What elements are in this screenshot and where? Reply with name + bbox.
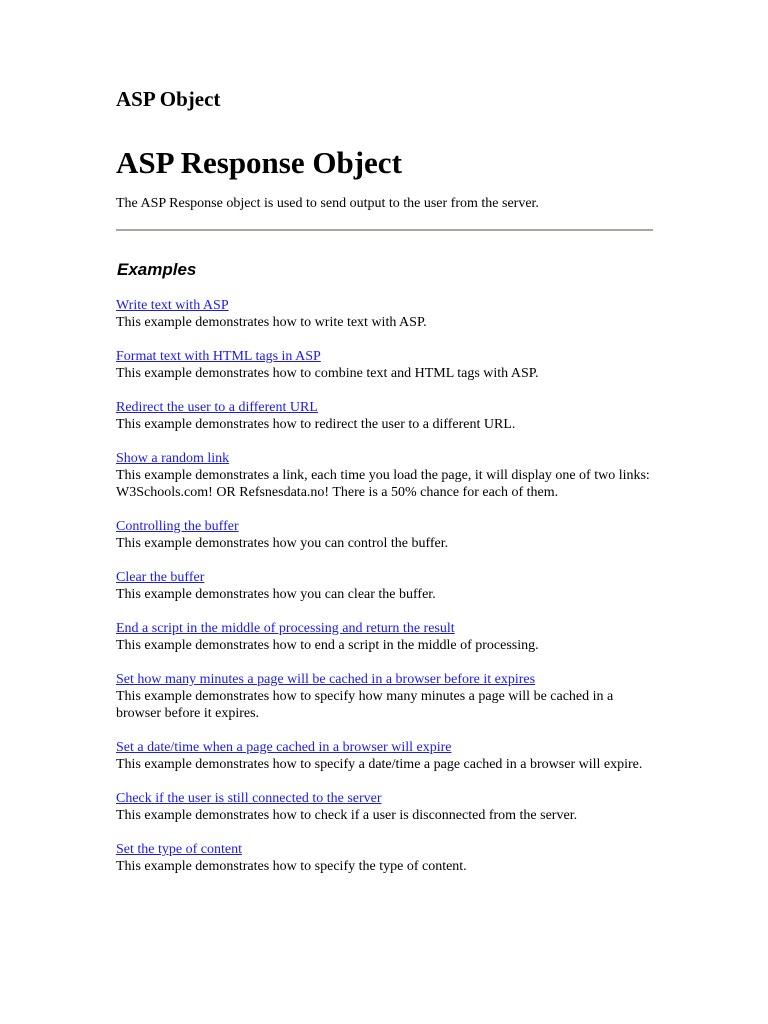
example-item: [116, 348, 656, 382]
example-link-random-link[interactable]: Show a random link: [116, 451, 230, 466]
example-description: This example demonstrates how to combine text and HTML tags with ASP.: [116, 366, 539, 381]
example-link-format-text[interactable]: Format text with HTML tags in ASP: [116, 349, 321, 364]
intro-paragraph: The ASP Response object is used to send output to the user from the server.: [116, 196, 539, 211]
page-title: ASP Response Object: [116, 145, 402, 180]
example-item: [116, 671, 656, 722]
example-description: This example demonstrates how to end a script in the middle of processing.: [116, 638, 539, 653]
example-item: [116, 399, 656, 433]
example-link-clear-buffer[interactable]: Clear the buffer: [116, 570, 205, 585]
example-link-check-connected[interactable]: Check if the user is still connected to the server: [116, 791, 382, 806]
example-description: This example demonstrates how you can clear the buffer.: [116, 587, 436, 602]
section-title: ASP Object: [116, 87, 221, 111]
example-link-cache-datetime[interactable]: Set a date/time when a page cached in a browser will expire: [116, 740, 452, 755]
example-description: This example demonstrates how to check if a user is disconnected from the server.: [116, 808, 578, 823]
horizontal-divider: [116, 229, 653, 231]
example-description: This example demonstrates how you can control the buffer.: [116, 536, 449, 551]
example-item: [116, 790, 656, 824]
examples-heading: Examples: [117, 260, 197, 279]
example-item: [116, 841, 656, 875]
example-link-cache-minutes[interactable]: Set how many minutes a page will be cached in a browser before it expires: [116, 672, 536, 687]
example-link-content-type[interactable]: Set the type of content: [116, 842, 242, 857]
example-item: [116, 297, 656, 331]
example-link-end-script[interactable]: End a script in the middle of processing and return the result: [116, 621, 455, 636]
example-description: This example demonstrates how to redirect the user to a different URL.: [116, 417, 516, 432]
example-item: [116, 450, 656, 501]
example-link-redirect[interactable]: Redirect the user to a different URL: [116, 400, 318, 415]
example-description: This example demonstrates how to write text with ASP.: [116, 315, 427, 330]
example-description: This example demonstrates how to specify how many minutes a page will be cached in a browser before it expires.: [116, 689, 614, 721]
example-item: [116, 739, 656, 773]
example-item: [116, 569, 656, 603]
example-description: This example demonstrates how to specify the type of content.: [116, 859, 467, 874]
example-item: [116, 620, 656, 654]
example-item: [116, 518, 656, 552]
example-link-control-buffer[interactable]: Controlling the buffer: [116, 519, 239, 534]
example-description: This example demonstrates how to specify a date/time a page cached in a browser will expire.: [116, 757, 643, 772]
example-link-write-text[interactable]: Write text with ASP: [116, 298, 229, 313]
examples-list: [116, 297, 656, 892]
example-description: This example demonstrates a link, each time you load the page, it will display one of two links: W3Schools.com! OR Refsnesdata.no! There is a 50% chance for each of them.: [116, 468, 650, 500]
